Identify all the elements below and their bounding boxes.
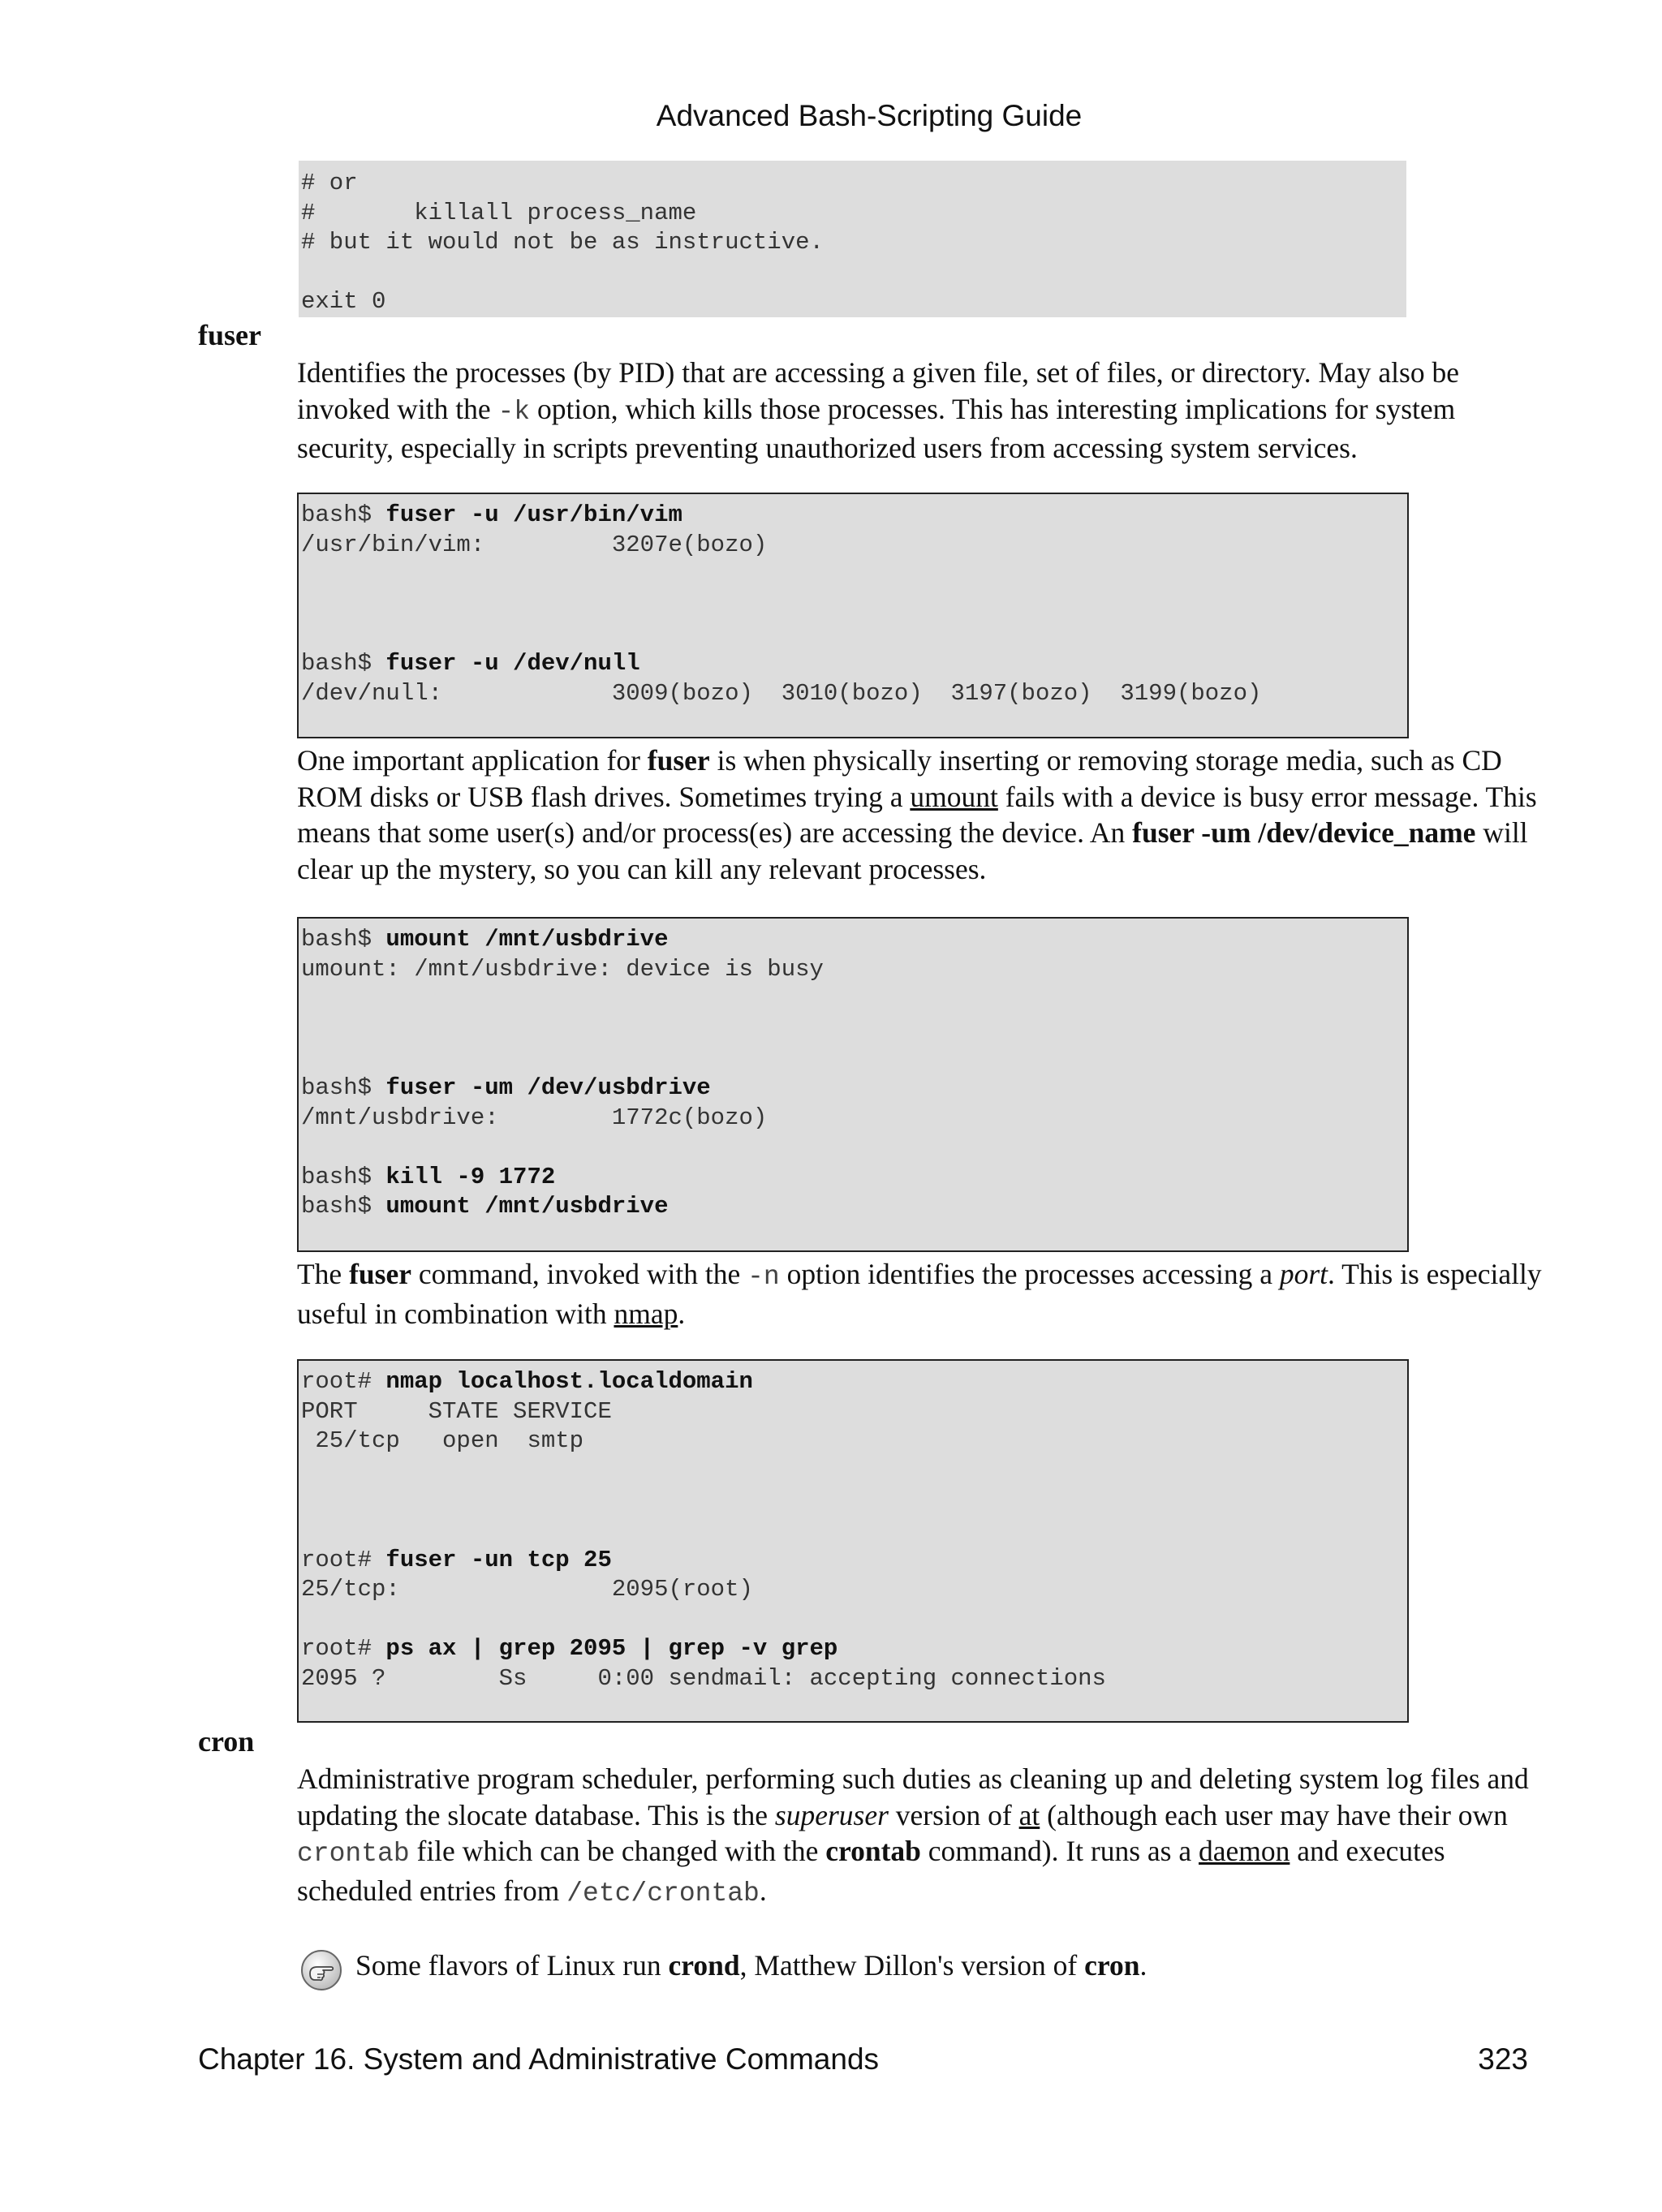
text: . — [1139, 1949, 1147, 1982]
code-line: # but it would not be as instructive. — [301, 229, 824, 256]
prompt: bash$ — [301, 926, 386, 953]
output: /dev/null: 3009(bozo) 3010(bozo) 3197(bozo) 3199(bozo) — [301, 679, 1262, 707]
screen-lines — [301, 501, 1407, 560]
running-header: Advanced Bash-Scripting Guide — [656, 99, 1083, 132]
blank-lines — [301, 984, 1407, 1074]
screen-lines — [301, 1163, 1407, 1222]
text: Some flavors of Linux run — [355, 1949, 669, 1982]
link-umount[interactable]: umount — [910, 780, 998, 813]
screen-usbdrive — [297, 917, 1409, 1252]
prompt: root# — [301, 1368, 386, 1395]
text: One important application for — [297, 744, 648, 777]
prompt: bash$ — [301, 1163, 386, 1190]
bold-fuser: fuser — [647, 744, 710, 777]
cron-description — [297, 1761, 1547, 1912]
code-line: # killall process_name — [301, 199, 697, 226]
prompt: root# — [301, 1546, 386, 1573]
command: ps ax | grep 2095 | grep -v grep — [385, 1635, 838, 1663]
text: Identifies the processes (by PID) that are accessing a given file, set of files, or directory. May also be invoked with the — [297, 356, 1459, 425]
code-lines — [301, 169, 1405, 317]
blank-lines — [301, 560, 1407, 649]
text: command). It runs as a — [920, 1835, 1199, 1867]
fuser-application-paragraph — [297, 742, 1547, 887]
text: , Matthew Dillon's version of — [739, 1949, 1085, 1982]
command: umount /mnt/usbdrive — [385, 926, 669, 953]
output: /mnt/usbdrive: 1772c(bozo) — [301, 1104, 768, 1131]
link-at[interactable]: at — [1018, 1798, 1040, 1831]
term-cron: cron — [198, 1725, 255, 1758]
prompt: bash$ — [301, 649, 386, 677]
command: fuser -u /dev/null — [385, 649, 640, 677]
text: option, which kills those processes. This has interesting implications for system security, especially in scripts preventing unauthorized users from accessing system services. — [297, 392, 1456, 464]
italic-port: port — [1279, 1258, 1328, 1290]
command: fuser -un tcp 25 — [385, 1546, 612, 1573]
fuser-port-paragraph — [297, 1256, 1547, 1332]
screen-lines — [301, 1546, 1407, 1605]
blank-line — [301, 1133, 1407, 1163]
prompt: root# — [301, 1635, 386, 1663]
text: The — [297, 1258, 350, 1290]
output: PORT STATE SERVICE — [301, 1397, 612, 1425]
output: 2095 ? Ss 0:00 sendmail: accepting connections — [301, 1664, 1106, 1692]
command: fuser -um /dev/usbdrive — [385, 1074, 711, 1101]
screen-lines — [301, 1074, 1407, 1133]
screen-nmap — [297, 1359, 1409, 1723]
output: /usr/bin/vim: 3207e(bozo) — [301, 531, 768, 558]
link-nmap[interactable]: nmap — [614, 1297, 678, 1330]
note-pointing-hand-icon — [300, 1949, 342, 1991]
screen-lines — [301, 925, 1407, 984]
text: fails with a device is busy error message. This means that some user(s) and/or process(es) are accessing the device. An — [297, 780, 1537, 849]
option-n: -n — [747, 1262, 780, 1292]
bold-fuser-um: fuser -um /dev/device_name — [1132, 816, 1476, 849]
text: . — [678, 1297, 686, 1330]
text: . — [759, 1874, 767, 1907]
output: umount: /mnt/usbdrive: device is busy — [301, 955, 824, 983]
text: is when physically inserting or removing storage media, such as CD ROM disks or USB flash drives. Sometimes trying a — [297, 744, 1502, 813]
text: file which can be changed with the — [409, 1835, 826, 1867]
link-daemon[interactable]: daemon — [1199, 1835, 1290, 1867]
text: (although each user may have their own — [1040, 1798, 1508, 1831]
text: and executes scheduled entries from — [297, 1835, 1445, 1907]
command: fuser -u /usr/bin/vim — [385, 501, 682, 528]
text: command, invoked with the — [411, 1258, 748, 1290]
option-k: -k — [497, 396, 531, 427]
text: Administrative program scheduler, performing such duties as cleaning up and deleting system log files and updating the slocate database. This is the — [297, 1762, 1529, 1831]
blank-line — [301, 1605, 1407, 1635]
command: kill -9 1772 — [385, 1163, 556, 1190]
fuser-description — [297, 355, 1547, 467]
prompt: bash$ — [301, 501, 386, 528]
text: . This is especially useful in combination with — [297, 1258, 1542, 1330]
screen-lines — [301, 649, 1407, 708]
code-crontab: crontab — [297, 1839, 410, 1869]
example-code-tail — [299, 161, 1406, 317]
output: 25/tcp open smtp — [301, 1427, 584, 1455]
screen-lines — [301, 1367, 1407, 1457]
footer-chapter-title: Chapter 16. System and Administrative Commands — [198, 2042, 880, 2076]
footer-page-number: 323 — [1478, 2042, 1528, 2076]
prompt: bash$ — [301, 1193, 386, 1220]
code-etc-crontab: /etc/crontab — [566, 1878, 760, 1909]
blank-lines — [301, 1457, 1407, 1546]
code-line: exit 0 — [301, 288, 386, 316]
term-fuser: fuser — [198, 319, 261, 351]
text: will clear up the mystery, so you can kill any relevant processes. — [297, 816, 1528, 885]
command: nmap localhost.localdomain — [385, 1368, 753, 1395]
italic-superuser: superuser — [774, 1798, 889, 1831]
prompt: bash$ — [301, 1074, 386, 1101]
bold-cron: cron — [1084, 1949, 1140, 1982]
text: version of — [888, 1798, 1019, 1831]
output: 25/tcp: 2095(root) — [301, 1576, 753, 1603]
code-line: # or — [301, 170, 358, 196]
screen-fuser-u — [297, 493, 1409, 738]
screen-lines — [301, 1634, 1407, 1693]
text: option identifies the processes accessing a — [779, 1258, 1280, 1290]
command: umount /mnt/usbdrive — [385, 1193, 669, 1220]
bold-crontab: crontab — [825, 1835, 921, 1867]
note-text — [355, 1947, 1147, 1984]
bold-crond: crond — [668, 1949, 740, 1982]
bold-fuser: fuser — [349, 1258, 411, 1290]
